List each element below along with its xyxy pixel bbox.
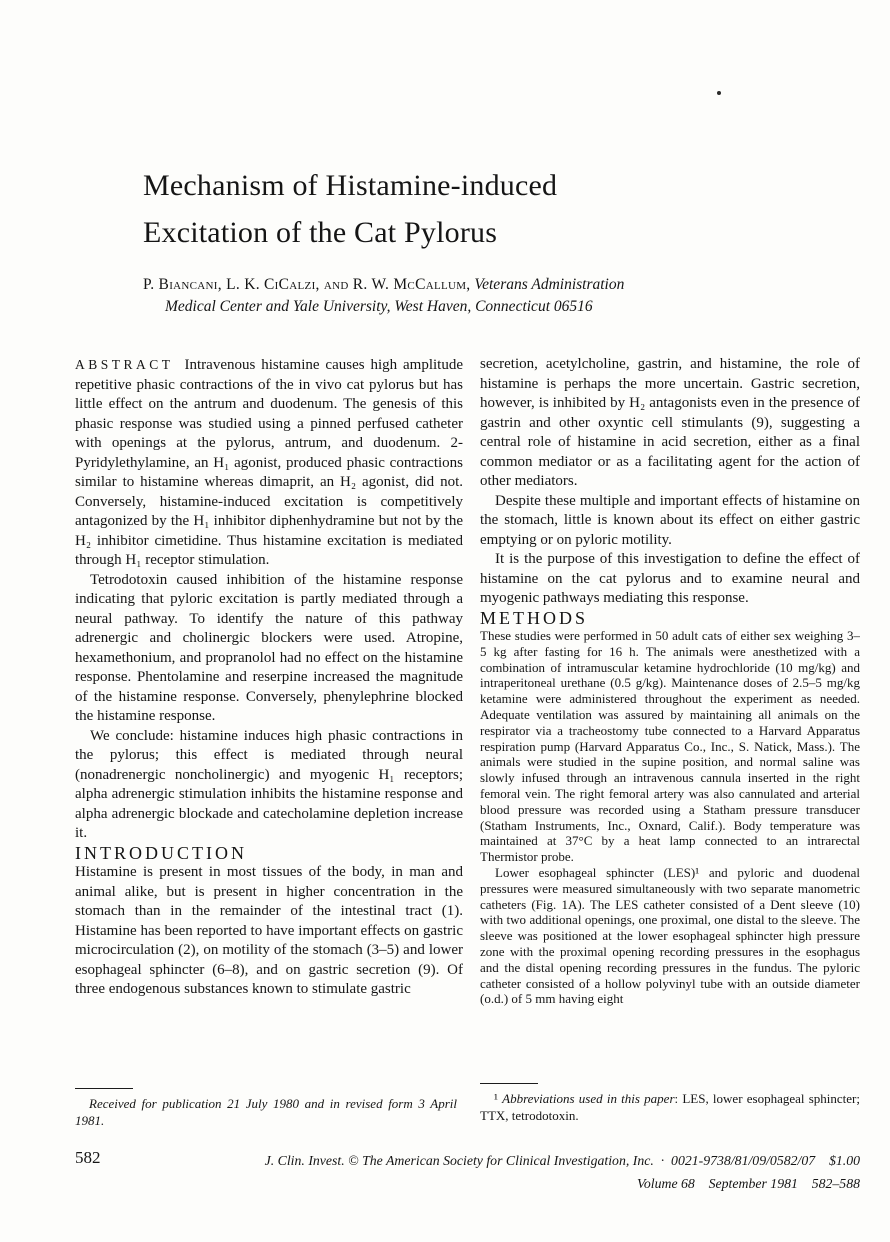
methods-paragraph-1: These studies were performed in 50 adult cats of either sex weighing 3–5 kg after fasting for 16 h. The animals were anesthetized with a combination of intramuscular ketamine hydrochloride (10 mg/kg) and intraperitoneal urethane (0.5 g/kg). Maintenance doses of 2.5–5 mg/kg ketamine were administered throughout the experiment as needed. Adequate ventilation was assured by maintaining all animals on the respirator via a tracheostomy tube connected to a Harvard Apparatus respiration pump (Harvard Apparatus Co., Inc., S. Natick, Mass.). The animals were studied in the supine position, and normal saline was slowly infused through an intravenous cannula inserted in the right femoral vein. The right femoral artery was also cannulated and arterial blood pressure was recorded using a Statham pressure transducer (Statham Instruments, Inc., Oxnard, Calif.). Body temperature was maintained at 37°C by a heat lamp connected to an intrarectal Thermistor probe. <box>480 628 860 865</box>
author-names: P. Biancani, L. K. CiCalzi, and R. W. McCallum, <box>143 276 471 293</box>
footnote-rule-left <box>75 1088 133 1089</box>
journal-footer <box>150 1150 860 1195</box>
introduction-paragraph-1: Histamine is present in most tissues of the body, in man and animal alike, but is present in higher concentration in the stomach than in the remainder of the intestinal tract (1). Histamine has been reported to have important effects on gastric microcirculation (2), on motility of the stomach (3–5) and lower esophageal sphincter (6–8), and on gastric secretion (9). Of three endogenous substances known to stimulate gastric <box>75 864 463 997</box>
introduction-heading: INTRODUCTION <box>75 842 247 863</box>
footnote-rule-right <box>480 1083 538 1084</box>
right-column <box>480 355 860 1085</box>
methods-section <box>480 628 860 1007</box>
abstract-p1-text: Intravenous histamine causes high amplitude repetitive phasic contractions of the in vivo cat pylorus but has little effect on the antrum and duodenum. The genesis of this phasic response was studied using a pinned perfused catheter with openings at the pylorus, antrum, and duodenum. 2-Pyridylethylamine, an H₁ agonist, produced phasic contractions similar to histamine whereas dimaprit, an H₂ agonist, did not. Conversely, histamine-induced excitation is competitively antagonized by the H₁ inhibitor diphenhydramine but not by the H₂ inhibitor cimetidine. Thus histamine excitation is mediated through H₁ receptor stimulation. <box>75 357 463 568</box>
abstract-paragraph-3: We conclude: histamine induces high phasic contractions in the pylorus; this effect is mediated through neural (nonadrenergic noncholinergic) and myogenic H₁ receptors; alpha adrenergic stimulation inhibits the histamine response and alpha adrenergic blockade and catecholamine depletion increase it. <box>75 727 463 841</box>
methods-heading: METHODS <box>480 607 589 628</box>
title-line-1: Mechanism of Histamine-induced <box>143 169 558 202</box>
abstract-label: ABSTRACT <box>75 357 174 372</box>
introduction-paragraph-3: It is the purpose of this investigation to define the effect of histamine on the cat pylorus and to examine neural and myogenic pathways mediating this response. <box>480 551 860 606</box>
received-footnote <box>75 1088 457 1129</box>
abstract-paragraph-2: Tetrodotoxin caused inhibition of the histamine response indicating that pyloric excitation is partly mediated through a neural pathway. To identify the nature of this pathway adrenergic and cholinergic blockers were used. Atropine, hexamethonium, and propranolol had no effect on the histamine response. Phentolamine and reserpine increased the magnitude of the histamine response. Conversely, phenylephrine blocked the histamine response. <box>75 571 463 724</box>
received-text: Received for publication 21 July 1980 and in revised form 3 April 1981. <box>75 1096 457 1128</box>
methods-paragraph-2: Lower esophageal sphincter (LES)¹ and pyloric and duodenal pressures were measured simultaneously with two separate manometric catheters (Fig. 1A). The LES catheter consisted of a Dent sleeve (10) with two additional openings, one proximal, one distal to the sleeve. The sleeve was positioned at the lower esophageal sphincter high pressure zone with the proximal opening recording pressures in the esophagus and the distal opening recording pressures in the fundus. The pyloric catheter consisted of a hollow polyvinyl tube with an outside diameter (o.d.) of 5 mm having eight <box>480 864 860 1007</box>
volume-line: Volume 68 September 1981 582–588 <box>636 1175 860 1191</box>
abbreviations-footnote <box>480 1083 860 1124</box>
introduction-paragraph-1-continued: secretion, acetylcholine, gastrin, and histamine, the role of histamine is perhaps the more uncertain. Gastric secretion, however, is inhibited by H₂ antagonists even in the presence of gastrin and other oxyntic cell stimulants (9), suggesting a central role of histamine in acid secretion, either as a final common mediator or as a facilitating agent for the action of other mediators. <box>480 356 860 489</box>
affiliation-inline: Veterans Administration <box>470 276 625 293</box>
authors-line-2: Medical Center and Yale University, West Haven, Connecticut 06516 <box>165 298 593 315</box>
footnote-marker: ¹ <box>494 1091 503 1106</box>
abbreviations-text <box>480 1091 860 1124</box>
title-line-2: Excitation of the Cat Pylorus <box>143 216 498 249</box>
introduction-paragraph-2: Despite these multiple and important effects of histamine on the stomach, little is known about its effect on either gastric emptying or on pyloric motility. <box>480 492 860 548</box>
scan-artifact-dot <box>717 91 721 95</box>
authors-line-1 <box>143 274 783 296</box>
authors-block <box>143 274 783 318</box>
abbreviations-rest: : LES, lower esophageal sphincter; TTX, tetrodotoxin. <box>480 1091 860 1123</box>
article-title <box>143 162 763 256</box>
abbreviations-italic: Abbreviations used in this paper <box>502 1091 675 1106</box>
left-column <box>75 355 463 1087</box>
copyright-line: J. Clin. Invest. © The American Society for Clinical Investigation, Inc. · 0021-9738/81/09/0582/07 $1.00 <box>264 1153 860 1168</box>
page-number: 582 <box>75 1148 101 1167</box>
abstract-paragraph-1 <box>75 355 463 571</box>
